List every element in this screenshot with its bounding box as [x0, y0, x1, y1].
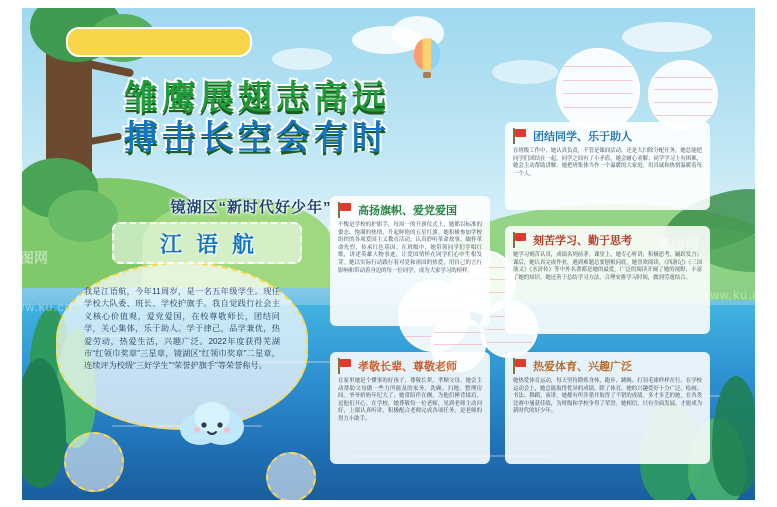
article-card-header	[513, 358, 702, 374]
article-card-header	[338, 358, 482, 374]
article-card-body: 在班级工作中，她认真负责，不管是课间活动，还是大扫除分配任务，她总能把同学们团结在一起。同学之间有了小矛盾，她会耐心劝解；同学学习上有困难，她会主动帮助讲解。她把班集体当作一个温暖的大家庭，用真诚和热情温暖着每一个人。	[513, 148, 702, 177]
article-card-header	[513, 128, 702, 144]
page-margin	[0, 500, 777, 507]
student-name-char: 航	[232, 231, 255, 257]
watermark-logo: 酷图网	[6, 250, 48, 266]
student-intro-text: 我是江语航，今年11周岁，是一名五年级学生。现任学校大队委、班长、学校护旗手。我自觉践行社会主义核心价值观，爱党爱国，在校尊敬师长，团结同学，关心集体，乐于助人。学于律己，品学兼优，热爱劳动，热爱生活，兴趣广泛。2022年度获得芜湖市“红领巾奖章”三星章，镜湖区“红领巾奖章”二星章，连续评为校级“三好学生”“荣誉护旗手”等荣誉称号。	[56, 262, 308, 430]
poster-subtitle: 镜湖区“新时代好少年”	[170, 199, 332, 216]
article-card	[505, 352, 710, 464]
cloud-shape	[622, 22, 712, 52]
header-banner-bar	[66, 27, 252, 57]
student-name-box	[112, 222, 302, 264]
article-card-body: 她学习刻苦认真，成绩名列前茅。课堂上，她专心听讲，积极思考，踊跃发言；课后，她认真完成作业，遇到难题总要刨根问底。她喜欢阅读，《西游记》《三国演义》《水浒传》等中外名著都是她的最爱。广泛的阅读开阔了她的视野，丰富了她的知识。她还善于总结学习方法，合理安排学习时间，做到劳逸结合。	[513, 252, 702, 281]
article-card-body: 不愧是学校的护旗手，每周一的升旗仪式上，她都以标准的姿态、饱满的热情，升起鲜艳的五星红旗。她积极参加学校组织的各项爱国主义教育活动，认真聆听革命故事，缅怀革命先烈，传承红色基因。在班级中，她带领同学们学唱红歌，讲述英雄人物事迹，让爱国情怀在同学们心中生根发芽。她以实际行动践行着对党和祖国的热爱，用自己的言行影响和带动着身边的每一位同学，成为大家学习的榜样。	[338, 222, 482, 274]
article-card-body: 她热爱体育运动，每天坚持锻炼身体，跑步、跳绳、打羽毛球样样在行。在学校运动会上，她总能取得优异的成绩。除了体育，她的兴趣爱好十分广泛，绘画、书法、舞蹈、演讲，她都有所涉猎并取得了不错的成绩。多才多艺的她，在各类比赛中屡获佳绩，为班级和学校争得了荣誉。她相信，只有全面发展，才能成为新时代的好少年。	[513, 378, 702, 415]
smiling-cloud-icon	[176, 395, 250, 451]
title-line-2: 搏击长空会有时	[124, 118, 390, 158]
title-line-1: 雏鹰展翅志高远	[124, 78, 390, 118]
article-card-title: 孝敬长辈、尊敬老师	[358, 361, 457, 373]
article-card-title: 团结同学、乐于助人	[533, 131, 632, 143]
article-card	[505, 122, 710, 210]
article-card-title: 高扬旗帜、爱党爱国	[358, 205, 457, 217]
page-margin	[0, 0, 777, 8]
flag-icon	[513, 128, 527, 144]
article-card-title: 热爱体育、兴趣广泛	[533, 361, 632, 373]
decorative-dashed-circle	[266, 452, 316, 502]
watermark-text: www.ku.cn	[700, 288, 767, 302]
watermark-logo: 酷图网	[657, 236, 699, 252]
decorative-dashed-circle	[64, 432, 124, 492]
flag-icon	[513, 232, 527, 248]
flag-icon	[513, 358, 527, 374]
article-card-body: 在家里她是个懂事的好孩子，尊敬长辈，孝顺父母。她会主动帮助父母做一些力所能及的家务，洗碗、扫地、整理房间。爷爷奶奶年纪大了，她常陪伴在侧，为他们捶背揉肩，逗他们开心。在学校，她尊敬每一位老师，见到老师主动问好，上课认真听讲，积极配合老师完成各项任务，是老师的得力小助手。	[338, 378, 482, 422]
student-name-char: 语	[195, 231, 218, 257]
watermark-text: www.ku.cn	[6, 300, 73, 314]
student-name-char: 江	[159, 231, 182, 257]
page-margin	[755, 0, 777, 507]
cloud-shape	[492, 60, 558, 84]
poster-title	[62, 78, 452, 158]
article-card-title: 刻苦学习、勤于思考	[533, 235, 632, 247]
cloud-shape	[272, 48, 332, 70]
article-card	[330, 352, 490, 464]
blank-writing-circle	[648, 60, 718, 130]
blank-writing-circle	[556, 48, 640, 132]
flag-icon	[338, 358, 352, 374]
